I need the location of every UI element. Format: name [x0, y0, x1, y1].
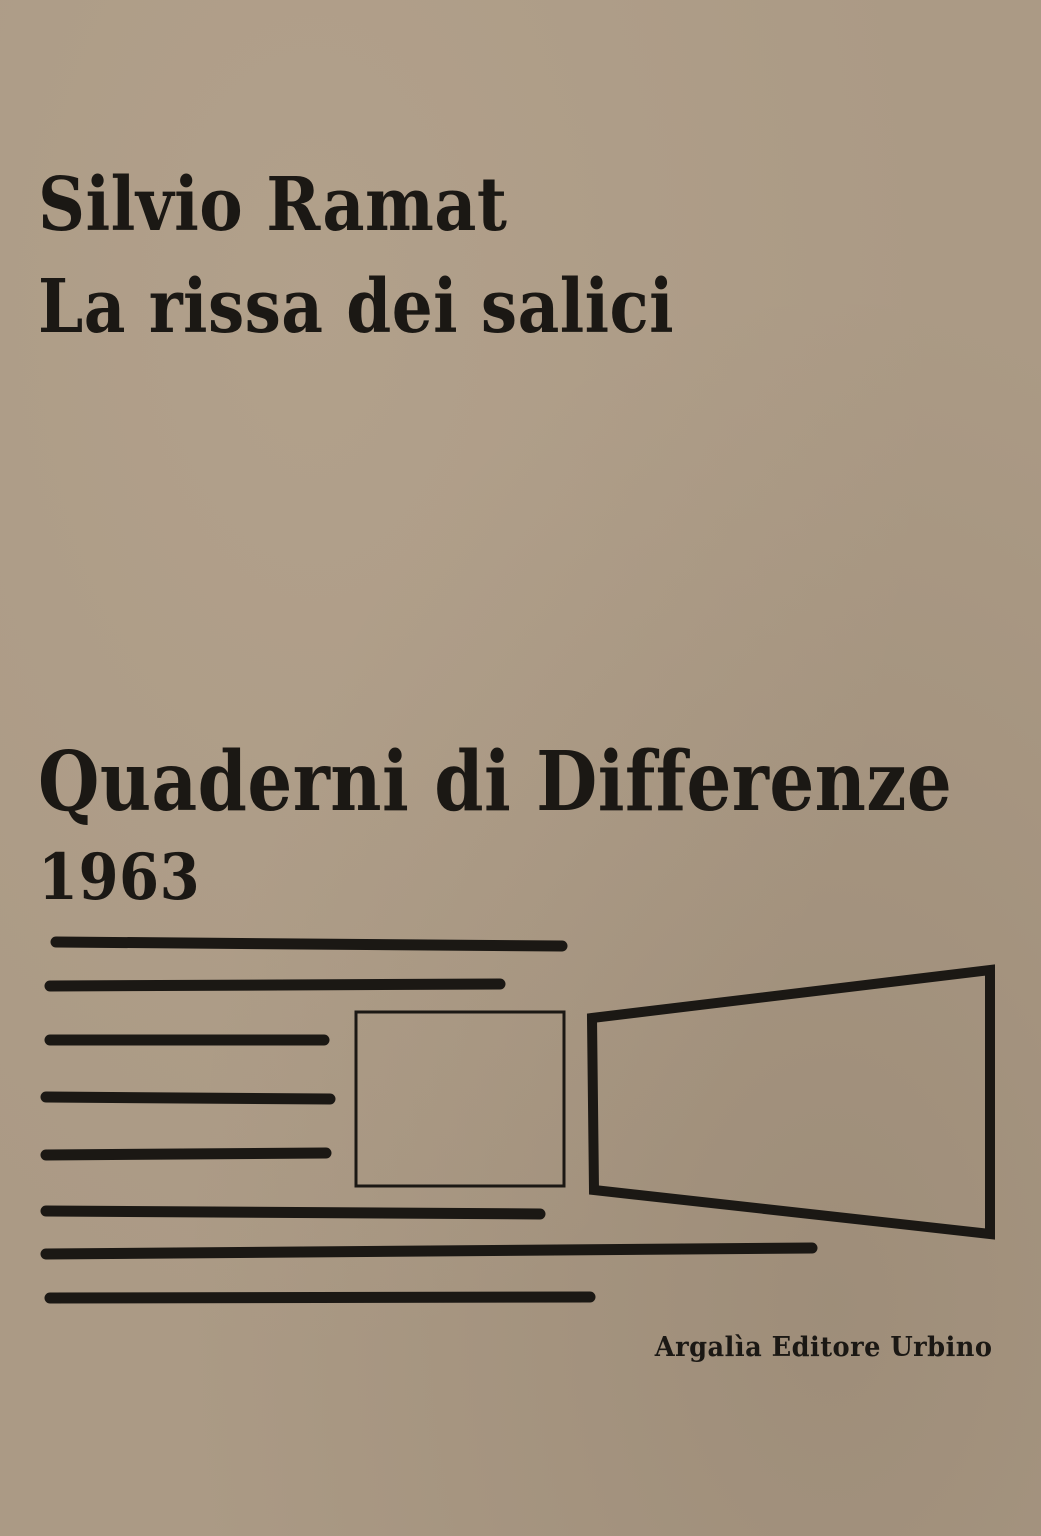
author-name: Silvio Ramat [38, 162, 508, 248]
graphic-bar-1 [56, 942, 562, 946]
graphic-bar-2 [50, 984, 500, 986]
series-name: Quaderni di Differenze [38, 734, 953, 830]
graphic-bar-4 [46, 1097, 330, 1099]
graphic-bar-5 [46, 1153, 326, 1155]
graphic-bar-7 [46, 1248, 812, 1254]
publication-year: 1963 [38, 840, 201, 915]
publisher-imprint: Argalìa Editore Urbino [655, 1332, 993, 1363]
graphic-square [356, 1012, 564, 1186]
graphic-bar-8 [50, 1297, 590, 1298]
graphic-trapezoid [592, 970, 990, 1234]
book-title: La rissa dei salici [38, 264, 675, 350]
graphic-bar-6 [46, 1211, 540, 1214]
